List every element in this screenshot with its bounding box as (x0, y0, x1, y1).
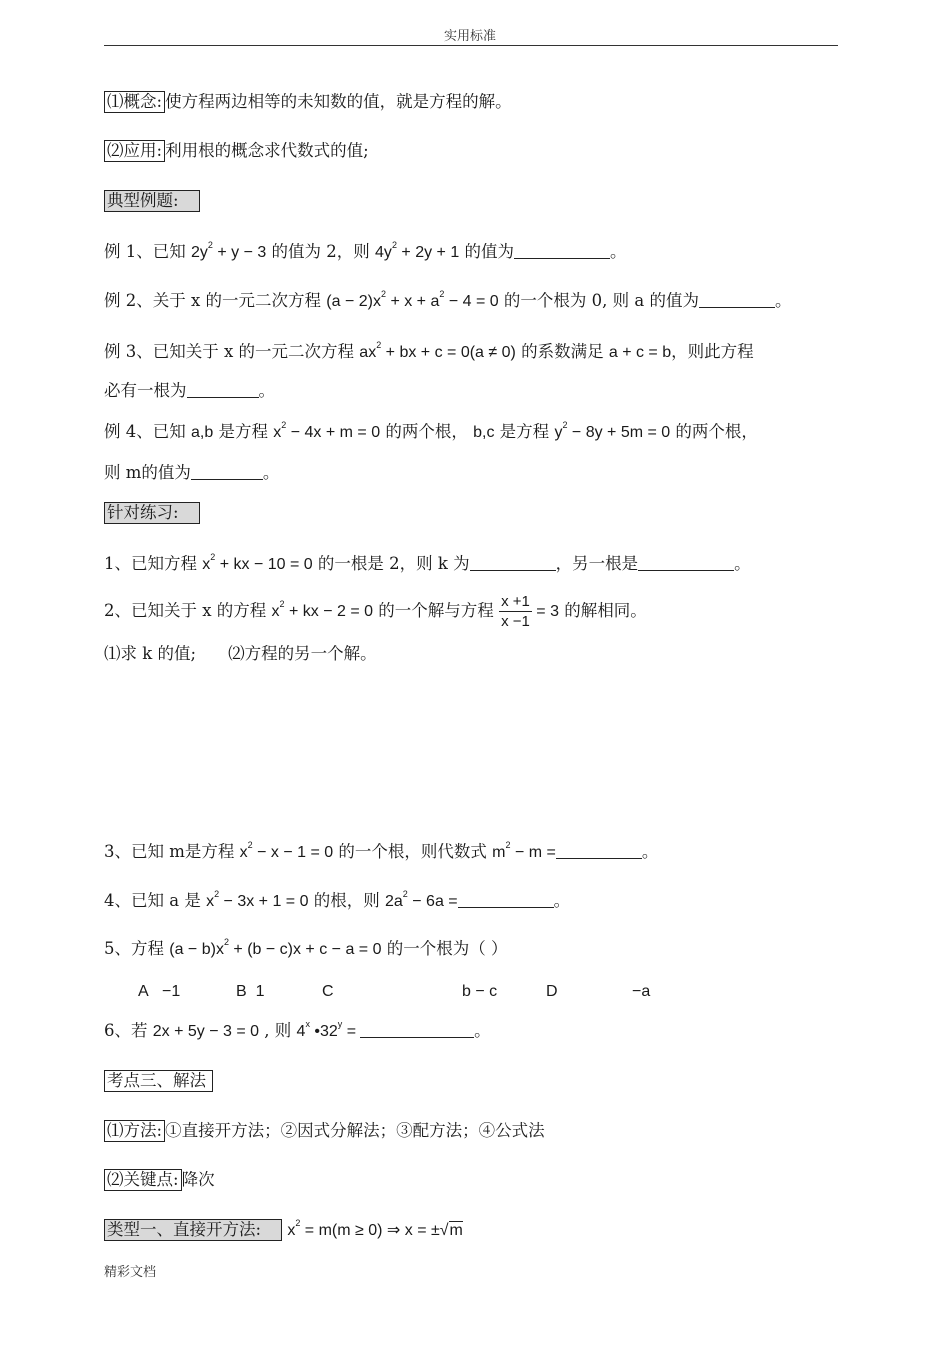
p3-blank (556, 842, 642, 859)
p2-frac-numerator: x +1 (501, 593, 530, 610)
concept-line (104, 91, 512, 113)
practice-2-sub (104, 643, 377, 665)
ex4-text-b: 是方程 (213, 422, 274, 441)
ex1-text-c: 的值为 (459, 242, 514, 261)
p5-option-d-value: −a (632, 983, 651, 1000)
p2-fraction (499, 592, 532, 631)
p2-text-c: 的解相同。 (558, 601, 647, 620)
p5-option-a: A −1 (138, 983, 181, 1000)
examples-heading-line (104, 190, 200, 212)
concept-text: 使方程两边相等的未知数的值，就是方程的解。 (165, 92, 512, 111)
ex2-text-b: 的一个根为 0, 则 a 的值为 (498, 291, 699, 310)
practice-5 (104, 938, 507, 961)
p4-end: 。 (553, 891, 571, 910)
header-title: 实用标准 (444, 29, 497, 44)
ex1-text-a: 例 1、已知 (104, 242, 191, 261)
section3-heading: 考点三、解法 (104, 1070, 213, 1092)
ex4-line2-text: 则 m的值为 (104, 463, 191, 482)
practice-4 (104, 890, 570, 913)
ex3-text-b: 的系数满足 (515, 342, 609, 361)
p1-text-a: 1、已知方程 (104, 554, 203, 573)
ex2-blank (699, 291, 775, 308)
p3-expression: $m^2 - m$ = (492, 840, 556, 861)
p5-option-d-letter: D (546, 983, 558, 1000)
example-1 (104, 241, 626, 264)
header-rule (104, 45, 838, 46)
ex3-condition: a + c = b (608, 344, 672, 361)
key-label: ⑵关键点: (104, 1169, 182, 1191)
p4-text-b: 的根，则 (308, 891, 385, 910)
method-label: ⑴方法: (104, 1120, 165, 1142)
ex4-text-a: 例 4、已知 (104, 422, 191, 441)
p6-text-b: , 则 (259, 1021, 297, 1040)
ex3-text-c: ，则此方程 (671, 342, 754, 361)
ex3-blank (187, 381, 259, 398)
p5-option-c-value: b − c (462, 983, 498, 1000)
ex1-text-b: 的值为 2，则 (266, 242, 376, 261)
p6-expression: 4$^x$ $•32^y$ = (296, 1019, 357, 1040)
practice-heading: 针对练习: (104, 502, 200, 524)
ex1-expr-1: $2y^2 + y - 3$ (191, 240, 267, 261)
ex4-text-d: 是方程 (494, 422, 555, 441)
footer-text: 精彩文档 (104, 1265, 157, 1280)
example-4-line2 (104, 462, 279, 484)
p3-end: 。 (641, 842, 659, 861)
p5-option-b: B 1 (236, 983, 265, 1000)
p1-text-c: ，另一根是 (555, 554, 639, 573)
p3-equation: $x^2 - x - 1 = 0$ (239, 840, 334, 861)
ex1-expr-2: $4y^2 + 2y + 1$ (375, 240, 460, 261)
ex4-text-e: 的两个根， (670, 422, 758, 441)
ex3-line2-text: 必有一根为 (104, 381, 187, 400)
ex3-text-a: 例 3、已知关于 x 的一元二次方程 (104, 342, 360, 361)
example-3 (104, 341, 754, 364)
p2-text-b: 的一个解与方程 (373, 601, 500, 620)
p2-text-a: 2、已知关于 x 的方程 (104, 601, 272, 620)
p3-text-b: 的一个根，则代数式 (333, 842, 493, 861)
p2-question-2: ⑵方程的另一个解。 (228, 644, 377, 663)
examples-heading: 典型例题: (104, 190, 200, 212)
ex4-ab: a,b (191, 424, 214, 441)
ex4-text-c: 的两个根， (380, 422, 474, 441)
practice-1 (104, 553, 751, 576)
section3-method (104, 1120, 545, 1142)
p1-end: 。 (734, 554, 751, 573)
p5-equation: $(a - b)x^2 + (b - c)x + c - a = 0$ (169, 937, 382, 958)
key-text: 降次 (181, 1170, 215, 1189)
method-text: ①直接开方法；②因式分解法；③配方法；④公式法 (165, 1121, 545, 1140)
ex2-equation: $(a - 2)x^2 + x + a^2 - 4 = 0$ (326, 289, 499, 310)
application-label: ⑵应用: (104, 140, 165, 162)
p5-text-b: 的一个根为（ ） (381, 939, 508, 958)
p6-text-a: 6、若 (104, 1021, 153, 1040)
application-line (104, 140, 369, 162)
ex4-equation-2: $y^2 - 8y + 5m = 0$ (554, 420, 671, 441)
p6-blank (360, 1021, 474, 1038)
section3-type1 (104, 1219, 463, 1242)
application-text: 利用根的概念求代数式的值; (165, 141, 369, 160)
p3-text-a: 3、已知 m是方程 (104, 842, 240, 861)
ex4-end: 。 (262, 463, 280, 482)
p2-frac-denominator: x −1 (501, 613, 530, 630)
p4-equation: $x^2 - 3x + 1 = 0$ (206, 889, 309, 910)
p1-blank-1 (470, 554, 556, 571)
practice-6 (104, 1020, 491, 1043)
p4-expression: $2a^2 - 6a$ = (385, 889, 458, 910)
p2-equation: $x^2$ + kx − 2 = 0 (271, 599, 374, 620)
ex4-equation-1: $x^2 - 4x + m = 0$ (273, 420, 381, 441)
p4-blank (458, 891, 554, 908)
example-2 (104, 290, 791, 313)
example-4 (104, 421, 758, 444)
p6-end: 。 (474, 1021, 491, 1040)
ex1-blank (514, 242, 610, 259)
practice-2 (104, 592, 647, 631)
ex3-end: 。 (258, 381, 275, 400)
ex1-end: 。 (609, 242, 627, 261)
p5-text-a: 5、方程 (104, 939, 170, 958)
type1-formula: $x^2 = m(m \ge 0)$ ⇒ x = ±√m (287, 1218, 463, 1239)
p2-rhs: = 3 (531, 603, 559, 620)
practice-heading-line (104, 502, 200, 524)
ex4-blank (191, 463, 263, 480)
p1-blank-2 (638, 554, 734, 571)
p1-text-b: 的一根是 2，则 k 为 (312, 554, 470, 573)
ex2-text-a: 例 2、关于 x 的一元二次方程 (104, 291, 327, 310)
ex2-end: 。 (774, 291, 792, 310)
type1-label: 类型一、直接开方法: (104, 1219, 282, 1241)
p2-question-1: ⑴求 k 的值; (104, 644, 197, 663)
ex4-bc: b,c (473, 424, 495, 441)
p6-equation: 2x + 5y − 3 = 0 (152, 1023, 260, 1040)
p5-option-c-letter: C (322, 983, 334, 1000)
section3-key (104, 1169, 215, 1191)
p1-equation: $x^2$ + kx − 10 = 0 (202, 552, 313, 573)
ex3-equation: $ax^2$ + bx + c = 0(a ≠ 0) (359, 340, 516, 361)
p4-text-a: 4、已知 a 是 (104, 891, 207, 910)
practice-3 (104, 841, 658, 864)
example-3-line2 (104, 380, 275, 402)
section3-heading-line (104, 1070, 213, 1092)
concept-label: ⑴概念: (104, 91, 165, 113)
